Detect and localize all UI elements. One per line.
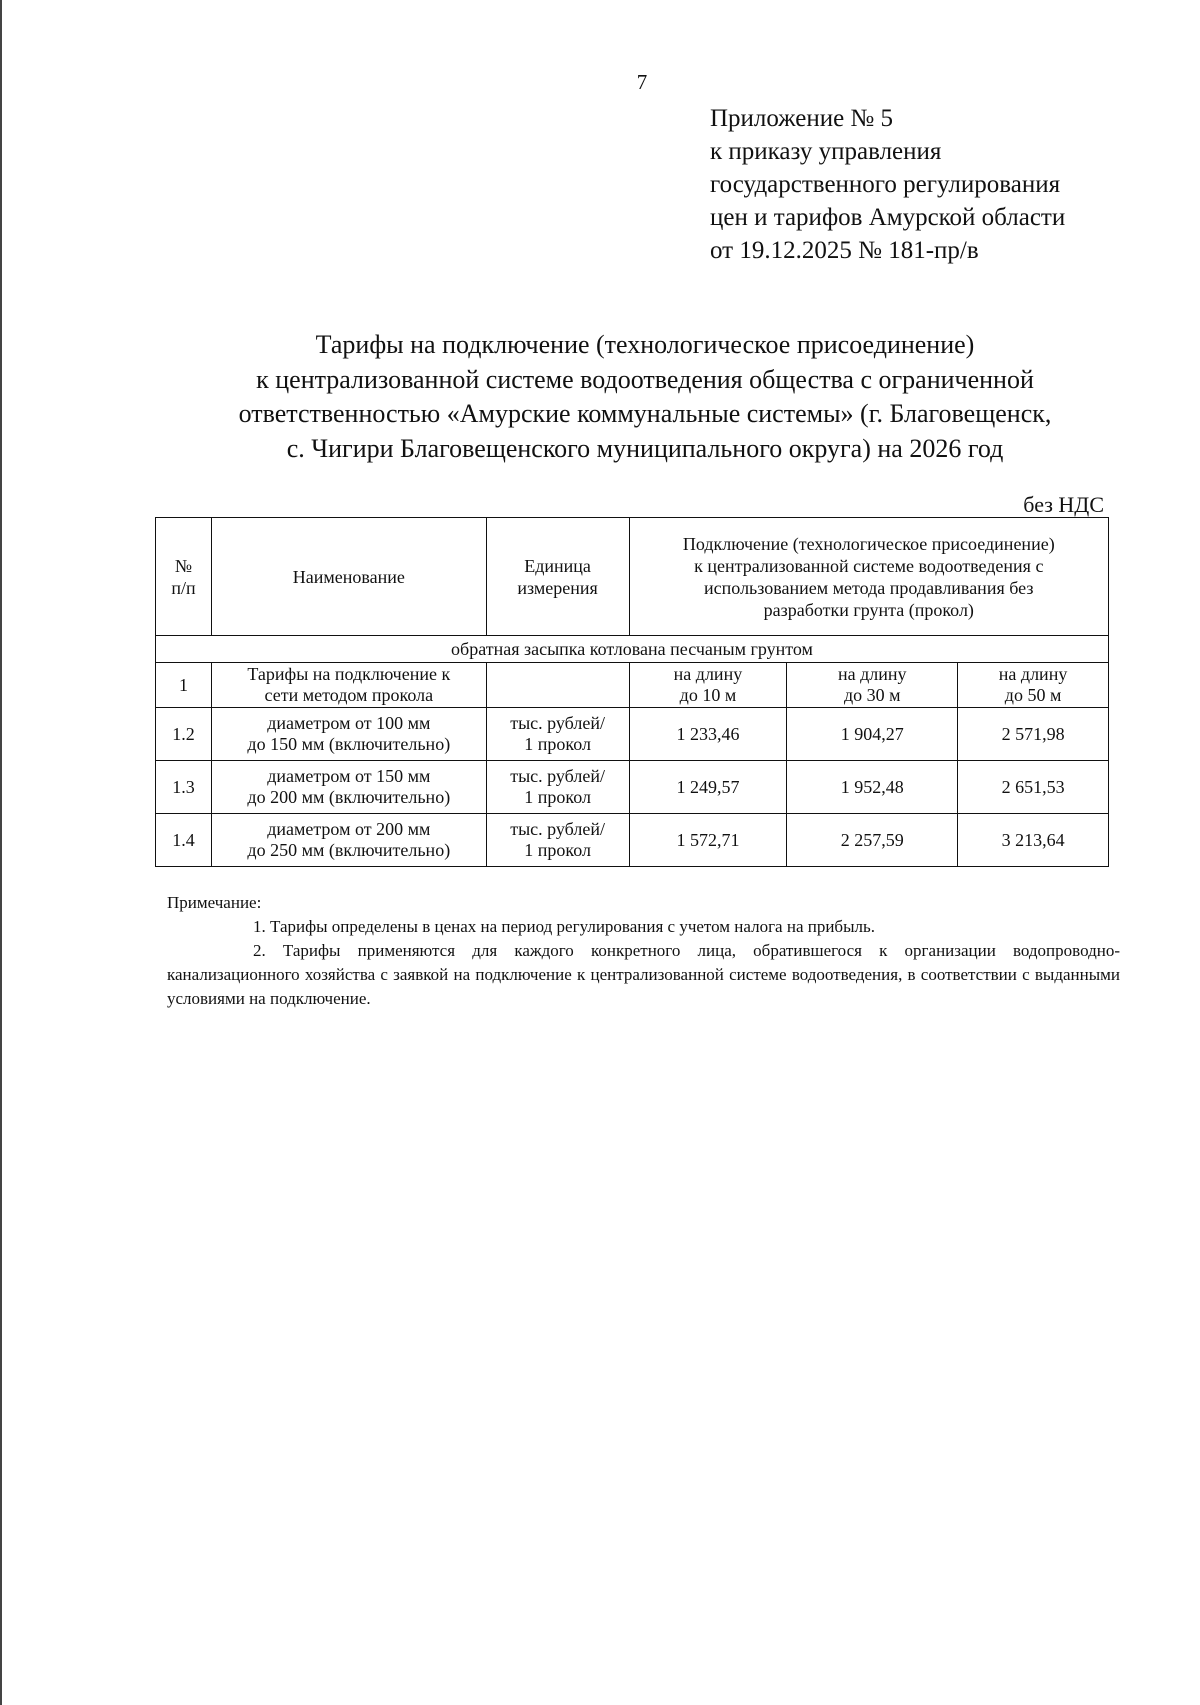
table-header-row bbox=[156, 518, 1109, 636]
title-line: ответственностью «Амурские коммунальные системы» (г. Благовещенск, bbox=[238, 399, 1052, 428]
subheader-length-30: на длину до 30 м bbox=[787, 663, 958, 708]
title-line: к централизованной системе водоотведения общества с ограниченной bbox=[256, 364, 1034, 394]
row-number: 1.3 bbox=[156, 761, 212, 814]
note-item: 2. Тарифы применяются для каждого конкретного лица, обратившегося к организации водопроводно-канализационного хозяйства с заявкой на подключение к централизованной системе водоотведения, в соответствии с выданными условиями на подключение. bbox=[167, 941, 1120, 1008]
document-title bbox=[160, 328, 1130, 466]
appendix-line: государственного регулирования bbox=[710, 171, 1061, 198]
row-value-30: 1 952,48 bbox=[787, 761, 958, 814]
row-unit: тыс. рублей/ 1 прокол bbox=[486, 708, 629, 761]
title-line: с. Чигири Благовещенского муниципального округа) на 2026 год bbox=[286, 433, 1004, 463]
page-number: 7 bbox=[636, 70, 648, 94]
appendix-line: цен и тарифов Амурской области bbox=[710, 204, 1066, 231]
row-unit: тыс. рублей/ 1 прокол bbox=[486, 814, 629, 867]
appendix-reference bbox=[710, 102, 1065, 267]
row-number: 1.2 bbox=[156, 708, 212, 761]
header-connection: Подключение (технологическое присоединение) к централизованной системе водоотведения с использованием метода продавливания без разработки грунта (прокол) bbox=[629, 518, 1108, 636]
subheader-name: Тарифы на подключение к сети методом прокола bbox=[211, 663, 486, 708]
subheader-length-50: на длину до 50 м bbox=[958, 663, 1109, 708]
row-value-50: 2 571,98 bbox=[958, 708, 1109, 761]
vat-note: без НДС bbox=[1023, 492, 1104, 517]
subheader-length-10: на длину до 10 м bbox=[629, 663, 787, 708]
appendix-line: Приложение № 5 bbox=[710, 105, 894, 132]
tariff-table bbox=[155, 517, 1109, 867]
row-name: диаметром от 200 мм до 250 мм (включительно) bbox=[211, 814, 486, 867]
table-row bbox=[156, 814, 1109, 867]
title-line: Тарифы на подключение (технологическое присоединение) bbox=[315, 330, 975, 359]
row-number: 1.4 bbox=[156, 814, 212, 867]
row-value-50: 3 213,64 bbox=[958, 814, 1109, 867]
subheader-unit bbox=[486, 663, 629, 708]
row-unit: тыс. рублей/ 1 прокол bbox=[486, 761, 629, 814]
row-value-30: 1 904,27 bbox=[787, 708, 958, 761]
appendix-line: от 19.12.2025 № 181-пр/в bbox=[710, 237, 979, 264]
header-number: № п/п bbox=[156, 518, 212, 636]
row-value-10: 1 249,57 bbox=[629, 761, 787, 814]
header-unit: Единица измерения bbox=[486, 518, 629, 636]
row-name: диаметром от 150 мм до 200 мм (включительно) bbox=[211, 761, 486, 814]
row-value-30: 2 257,59 bbox=[787, 814, 958, 867]
subheader-number: 1 bbox=[156, 663, 212, 708]
section-label-row bbox=[156, 636, 1109, 663]
section-label: обратная засыпка котлована песчаным грунтом bbox=[156, 636, 1109, 663]
appendix-line: к приказу управления bbox=[710, 138, 942, 165]
table-row bbox=[156, 708, 1109, 761]
row-value-10: 1 572,71 bbox=[629, 814, 787, 867]
note-item: 1. Тарифы определены в ценах на период регулирования с учетом налога на прибыль. bbox=[253, 917, 875, 936]
header-name: Наименование bbox=[211, 518, 486, 636]
table-row bbox=[156, 761, 1109, 814]
notes-section bbox=[167, 891, 1120, 1011]
scan-edge-line bbox=[0, 0, 2, 1705]
notes-heading: Примечание: bbox=[167, 893, 262, 912]
row-name: диаметром от 100 мм до 150 мм (включительно) bbox=[211, 708, 486, 761]
subheader-row bbox=[156, 663, 1109, 708]
row-value-50: 2 651,53 bbox=[958, 761, 1109, 814]
row-value-10: 1 233,46 bbox=[629, 708, 787, 761]
